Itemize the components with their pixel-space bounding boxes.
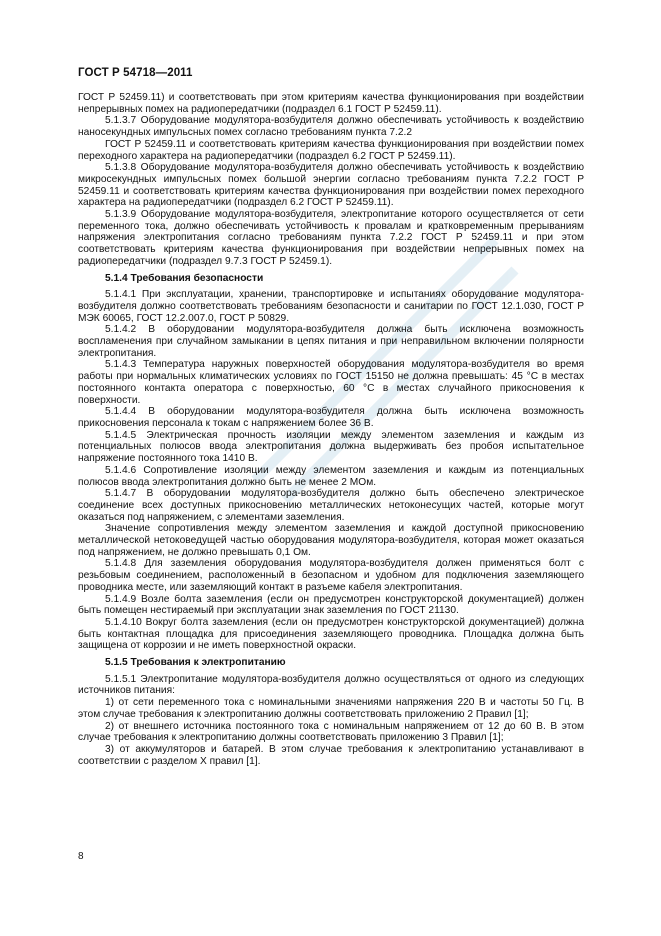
paragraph: 5.1.3.9 Оборудование модулятора-возбудителя, электропитание которого осуществляется от сети переменного тока, должно обеспечивать устойчивость к провалам и кратковременным прерываниям напряжения электропитания согласно требованиям пункта 7.2.2 ГОСТ Р 52459.11 и при этом соответствовать критериям качества функционирования при воздействии непрерывных помех на радиопередатчики (подраздел 9.7.3 ГОСТ Р 52459.1).: [78, 209, 584, 267]
paragraph: 5.1.4.9 Возле болта заземления (если он предусмотрен конструкторской документацией) должен быть помещен нестираемый при эксплуатации знак заземления по ГОСТ 21130.: [78, 593, 584, 617]
paragraph: 5.1.4.4 В оборудовании модулятора-возбудителя должна быть исключена возможность прикосновения персонала к токам с напряжением более 36 В.: [78, 406, 584, 429]
section-heading: 5.1.4 Требования безопасности: [105, 272, 264, 284]
paragraph: 5.1.3.8 Оборудование модулятора-возбудителя должно обеспечивать устойчивость к воздействию микросекундных импульсных помех большой энергии согласно требованиям пункта 7.2.2 ГОСТ Р 52459.11 и соответствовать критериям качества функционирования при воздействии помех переходного характера на радиопередатчики (подраздел 6.2 ГОСТ Р 52459.11).: [78, 162, 584, 209]
paragraph: 5.1.5.1 Электропитание модулятора-возбудителя должно осуществляться от одного из следующих источников питания:: [78, 673, 584, 697]
paragraph: 5.1.4.3 Температура наружных поверхностей оборудования модулятора-возбудителя во время работы при нормальных климатических условиях по ГОСТ 15150 не должна превышать: 45 °С в местах постоянного контакта оператора с поверхностью, 60 °С в местах случайного прикосновения к поверхности.: [78, 359, 584, 406]
paragraph: 5.1.4.7 В оборудовании модулятора-возбудителя должно быть обеспечено электрическое соединение всех доступных прикосновению металлических нетоконесущих частей, которые могут оказаться под напряжением, с элементами заземления.: [78, 488, 584, 523]
paragraph: Значение сопротивления между элементом заземления и каждой доступной прикосновению металлической нетоковедущей частью оборудования модулятора-возбудителя, которая может оказаться под напряжением, не должно превышать 0,1 Ом.: [78, 523, 584, 558]
paragraph: 5.1.4.6 Сопротивление изоляции между элементом заземления и каждым из потенциальных полюсов ввода электропитания должно быть не менее 2 МОм.: [78, 464, 584, 488]
paragraph: 5.1.4.5 Электрическая прочность изоляции между элементом заземления и каждым из потенциальных полюсов ввода электропитания должна выдерживать без пробоя испытательное напряжение постоянного тока 1410 В.: [78, 429, 584, 465]
paragraph: 5.1.4.2 В оборудовании модулятора-возбудителя должна быть исключена возможность воспламенения при случайном замыкании в цепях питания и при неправильном включении полярности электропитания.: [78, 324, 584, 359]
document-header: ГОСТ Р 54718—2011: [78, 67, 193, 79]
paragraph: 5.1.4.8 Для заземления оборудования модулятора-возбудителя должен применяться болт с резьбовым соединением, расположенный в безопасном и удобном для подключения заземляющего проводника месте, или заземляющий контакт в разъеме кабеля электропитания.: [78, 558, 584, 593]
paragraph: ГОСТ Р 52459.11) и соответствовать при этом критериям качества функционирования при воздействии непрерывных помех на радиопередатчики (подраздел 6.1 ГОСТ Р 52459.11).: [78, 92, 584, 115]
paragraph: 2) от внешнего источника постоянного тока с номинальным напряжением от 12 до 60 В. В этом случае требования к электропитанию должны соответствовать приложению 3 Правил [1];: [78, 720, 584, 744]
page-number: 8: [78, 851, 84, 862]
paragraph: 5.1.4.10 Вокруг болта заземления (если он предусмотрен конструкторской документацией) должна быть контактная площадка для присоединения заземляющего проводника. Площадка должна быть защищена от коррозии и не иметь поверхностной окраски.: [78, 616, 584, 652]
paragraph: ГОСТ Р 52459.11 и соответствовать критериям качества функционирования при воздействии помех переходного характера на радиопередатчики (подраздел 6.2 ГОСТ Р 52459.11).: [78, 138, 584, 162]
document-body: [78, 92, 584, 767]
paragraph: 5.1.4.1 При эксплуатации, хранении, транспортировке и испытаниях оборудование модулятора-возбудителя должно соответствовать требованиям безопасности и санитарии по ГОСТ 12.1.030, ГОСТ Р МЭК 60065, ГОСТ 12.2.007.0, ГОСТ Р 50829.: [78, 289, 584, 324]
section-heading: 5.1.5 Требования к электропитанию: [105, 657, 286, 669]
paragraph: 3) от аккумуляторов и батарей. В этом случае требования к электропитанию устанавливают в соответствии с разделом X правил [1].: [78, 743, 584, 767]
paragraph: 5.1.3.7 Оборудование модулятора-возбудителя должно обеспечивать устойчивость к воздействию наносекундных импульсных помех согласно требованиям пункта 7.2.2: [78, 115, 584, 139]
paragraph: 1) от сети переменного тока с номинальными значениями напряжения 220 В и частоты 50 Гц. В этом случае требования к электропитанию должны соответствовать приложению 2 Правил [1];: [78, 697, 584, 720]
